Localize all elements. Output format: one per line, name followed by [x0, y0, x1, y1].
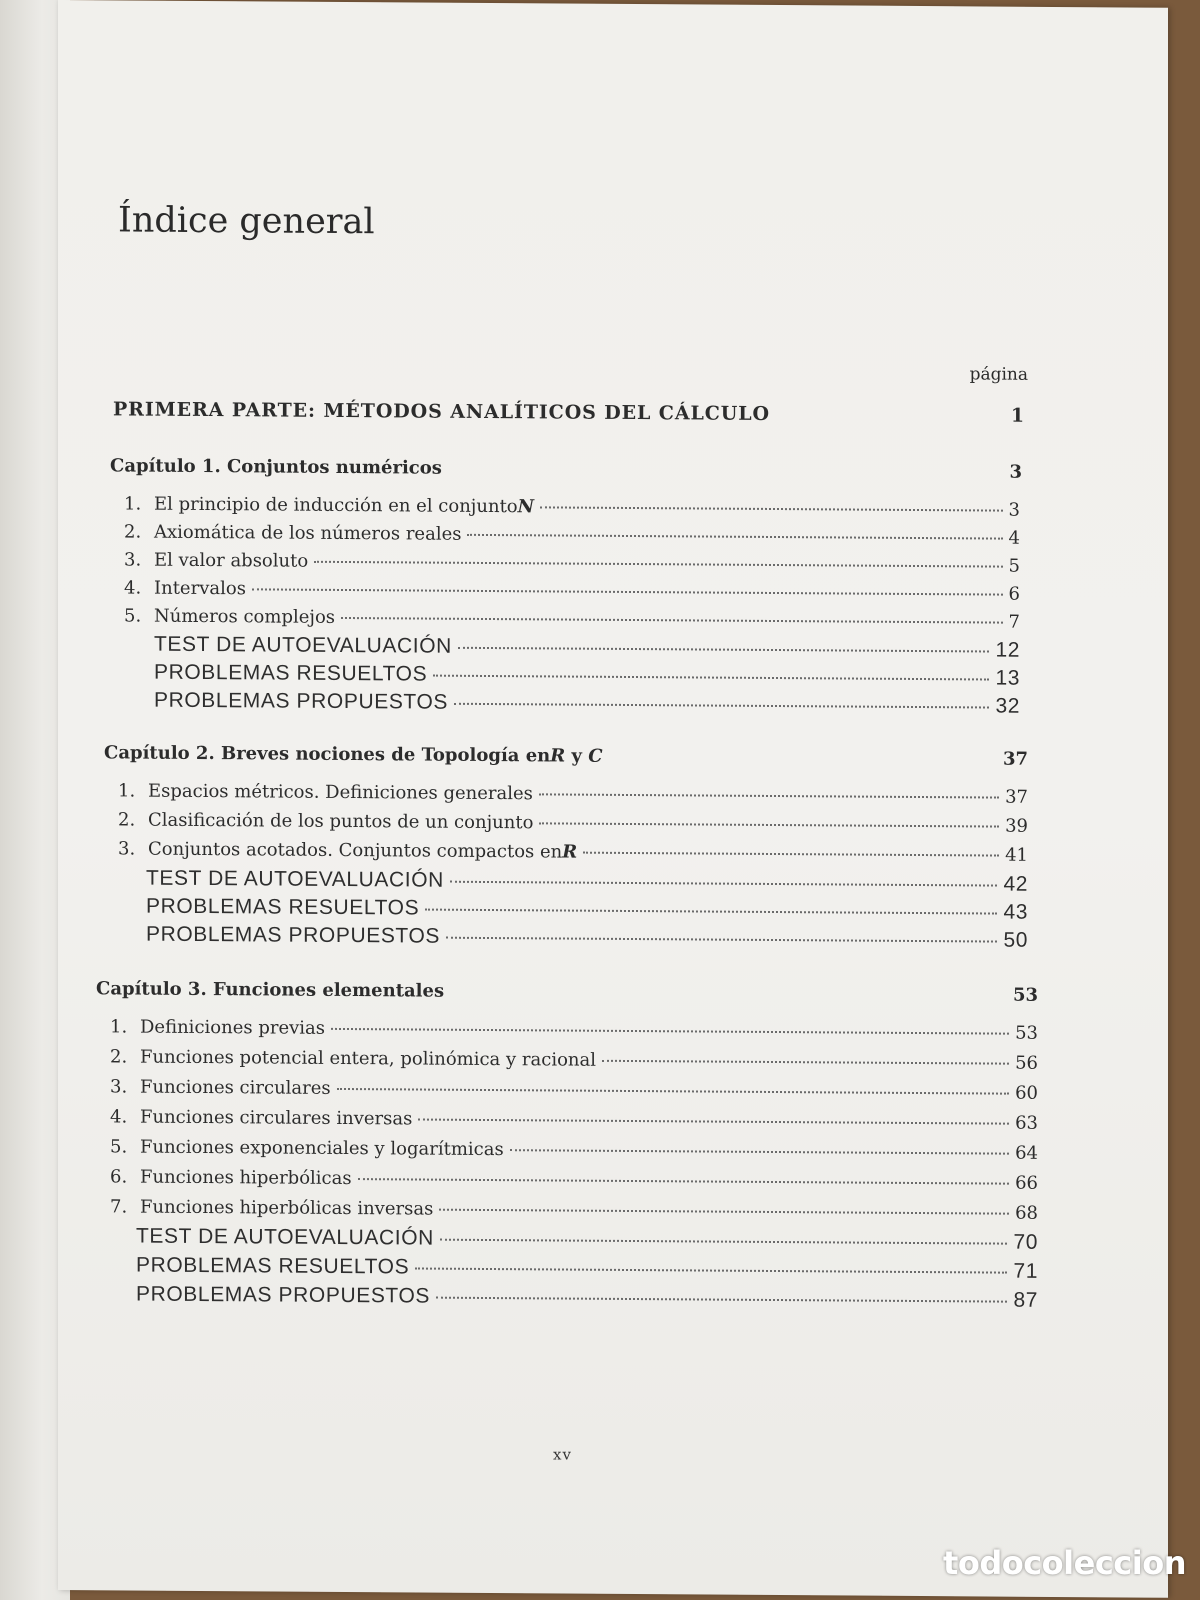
entry-page: 13 — [995, 666, 1020, 690]
entry-label: TEST DE AUTOEVALUACIÓN — [136, 1224, 434, 1250]
entry-page: 6 — [1008, 583, 1020, 605]
entry-label: El valor absoluto — [154, 549, 309, 572]
toc-chapter-3 — [96, 978, 1038, 1006]
toc-entry-test — [136, 1225, 1038, 1255]
toc-entry-solved — [146, 895, 1028, 925]
set-symbol-r: R — [550, 745, 566, 767]
dot-leader — [467, 534, 1002, 540]
entry-number: 4. — [124, 577, 142, 599]
dot-leader — [454, 703, 989, 709]
entry-label: Definiciones previas — [140, 1016, 325, 1039]
entry-page: 70 — [1013, 1230, 1038, 1254]
toc-entry — [124, 521, 1020, 548]
entry-page: 87 — [1013, 1288, 1038, 1312]
toc-entry — [110, 1076, 1038, 1103]
dot-leader — [602, 1060, 1009, 1065]
entry-page: 42 — [1003, 872, 1028, 896]
chapter-3-label: Capítulo 3. Funciones elementales — [96, 978, 445, 1002]
toc-chapter-1 — [110, 455, 1022, 482]
entry-number: 3. — [124, 549, 142, 571]
watermark-logo: todocoleccion — [943, 1544, 1186, 1582]
toc-entry — [110, 1046, 1038, 1073]
entry-page: 56 — [1015, 1052, 1038, 1074]
dot-leader — [583, 852, 999, 857]
dot-leader — [539, 793, 999, 798]
entry-page: 32 — [995, 694, 1020, 718]
entry-page: 63 — [1015, 1112, 1038, 1134]
toc-entry — [110, 1016, 1038, 1043]
entry-number: 5. — [110, 1136, 128, 1158]
entry-number: 3. — [110, 1076, 128, 1098]
entry-number: 1. — [110, 1016, 128, 1038]
entry-page: 68 — [1015, 1202, 1038, 1224]
entry-page: 39 — [1005, 815, 1028, 837]
dot-leader — [539, 822, 999, 827]
dot-leader — [440, 1239, 1007, 1245]
toc-entry — [118, 809, 1028, 836]
page-title: Índice general — [118, 200, 375, 243]
toc-entry — [124, 549, 1020, 576]
entry-label: Funciones exponenciales y logarítmicas — [140, 1136, 504, 1161]
dot-leader — [337, 1088, 1009, 1095]
entry-page: 53 — [1015, 1022, 1038, 1044]
dot-leader — [331, 1028, 1009, 1035]
entry-number: 6. — [110, 1166, 128, 1188]
dot-leader — [433, 675, 989, 681]
entry-number: 7. — [110, 1196, 128, 1218]
toc-entry — [124, 493, 1020, 520]
set-symbol-c: C — [588, 745, 603, 767]
part-label: PRIMERA PARTE: MÉTODOS ANALÍTICOS DEL CÁLCULO — [113, 398, 770, 425]
entry-label: TEST DE AUTOEVALUACIÓN — [154, 632, 452, 658]
toc-entry-proposed — [154, 689, 1020, 719]
entry-page: 60 — [1015, 1082, 1038, 1104]
entry-label: Clasificación de los puntos de un conjunto — [148, 809, 534, 834]
entry-page: 37 — [1005, 786, 1028, 808]
chapter-2-label-mid: y — [565, 745, 589, 767]
entry-label: Conjuntos acotados. Conjuntos compactos en — [148, 838, 563, 863]
entry-number: 2. — [124, 521, 142, 543]
toc-entry-test — [146, 867, 1028, 897]
entry-page: 64 — [1015, 1142, 1038, 1164]
toc-entry-solved — [154, 661, 1020, 691]
toc-chapter-2 — [104, 742, 1028, 769]
entry-page: 5 — [1008, 555, 1020, 577]
entry-label: Funciones hiperbólicas — [140, 1166, 352, 1190]
entry-number: 1. — [118, 780, 136, 802]
entry-page: 71 — [1013, 1259, 1038, 1283]
dot-leader — [510, 1149, 1009, 1154]
dot-leader — [358, 1178, 1009, 1185]
toc-entry-proposed — [146, 923, 1028, 953]
entry-page: 7 — [1008, 611, 1020, 633]
dot-leader — [436, 1297, 1007, 1303]
entry-number: 2. — [110, 1046, 128, 1068]
set-symbol: N — [517, 496, 535, 518]
chapter-1-page: 3 — [1009, 461, 1022, 483]
entry-number: 1. — [124, 493, 142, 515]
entry-label: El principio de inducción en el conjunto — [154, 493, 518, 518]
dot-leader — [415, 1267, 1007, 1273]
entry-label: Axiomática de los números reales — [154, 521, 462, 545]
entry-label: Números complejos — [154, 605, 336, 628]
toc-entry — [110, 1136, 1038, 1163]
dot-leader — [252, 588, 1003, 595]
toc-entry — [110, 1166, 1038, 1193]
page-number-folio: xv — [553, 1445, 572, 1464]
part-page: 1 — [1010, 404, 1025, 427]
entry-label: Funciones hiperbólicas inversas — [140, 1196, 434, 1220]
entry-page: 50 — [1003, 928, 1028, 952]
entry-label: PROBLEMAS RESUELTOS — [154, 660, 428, 686]
entry-number: 2. — [118, 809, 136, 831]
toc-entry — [110, 1196, 1038, 1223]
toc-entry-test — [154, 633, 1020, 663]
entry-label: Funciones potencial entera, polinómica y racional — [140, 1046, 596, 1071]
toc-entry — [124, 605, 1020, 632]
entry-page: 41 — [1005, 844, 1028, 866]
toc-entry — [110, 1106, 1038, 1133]
entry-page: 43 — [1003, 900, 1028, 924]
entry-page: 66 — [1015, 1172, 1038, 1194]
entry-page: 4 — [1008, 527, 1020, 549]
entry-label: Funciones circulares inversas — [140, 1106, 413, 1130]
entry-number: 5. — [124, 605, 142, 627]
entry-label: Espacios métricos. Definiciones generales — [148, 780, 533, 805]
entry-label: PROBLEMAS PROPUESTOS — [154, 688, 449, 714]
chapter-1-label: Capítulo 1. Conjuntos numéricos — [110, 455, 442, 479]
toc-entry — [124, 577, 1020, 604]
dot-leader — [341, 617, 1003, 624]
set-symbol: R — [562, 841, 578, 863]
entry-number: 4. — [110, 1106, 128, 1128]
dot-leader — [540, 506, 1002, 511]
chapter-3-page: 53 — [1012, 984, 1038, 1006]
page-column-header: página — [969, 364, 1028, 385]
entry-label: PROBLEMAS PROPUESTOS — [136, 1282, 431, 1308]
chapter-2-page: 37 — [1002, 748, 1028, 770]
entry-page: 3 — [1008, 499, 1020, 521]
entry-page: 12 — [995, 638, 1020, 662]
toc-entry-proposed — [136, 1283, 1038, 1313]
chapter-2-label: Capítulo 2. Breves nociones de Topología en — [104, 742, 551, 767]
entry-label: Funciones circulares — [140, 1076, 331, 1099]
toc-entry — [118, 838, 1028, 865]
entry-number: 3. — [118, 838, 136, 860]
dot-leader — [418, 1119, 1009, 1125]
dot-leader — [439, 1209, 1009, 1215]
toc-entry-solved — [136, 1254, 1038, 1284]
entry-label: TEST DE AUTOEVALUACIÓN — [146, 866, 444, 892]
dot-leader — [450, 881, 997, 887]
book-page — [58, 0, 1168, 1598]
entry-label: PROBLEMAS RESUELTOS — [146, 894, 420, 920]
entry-label: PROBLEMAS RESUELTOS — [136, 1253, 410, 1279]
dot-leader — [446, 937, 997, 943]
toc-part-heading — [113, 398, 1025, 426]
dot-leader — [458, 647, 989, 653]
dot-leader — [314, 561, 1002, 568]
entry-label: Intervalos — [154, 577, 246, 600]
toc-entry — [118, 780, 1028, 807]
dot-leader — [425, 909, 997, 915]
entry-label: PROBLEMAS PROPUESTOS — [146, 922, 441, 948]
